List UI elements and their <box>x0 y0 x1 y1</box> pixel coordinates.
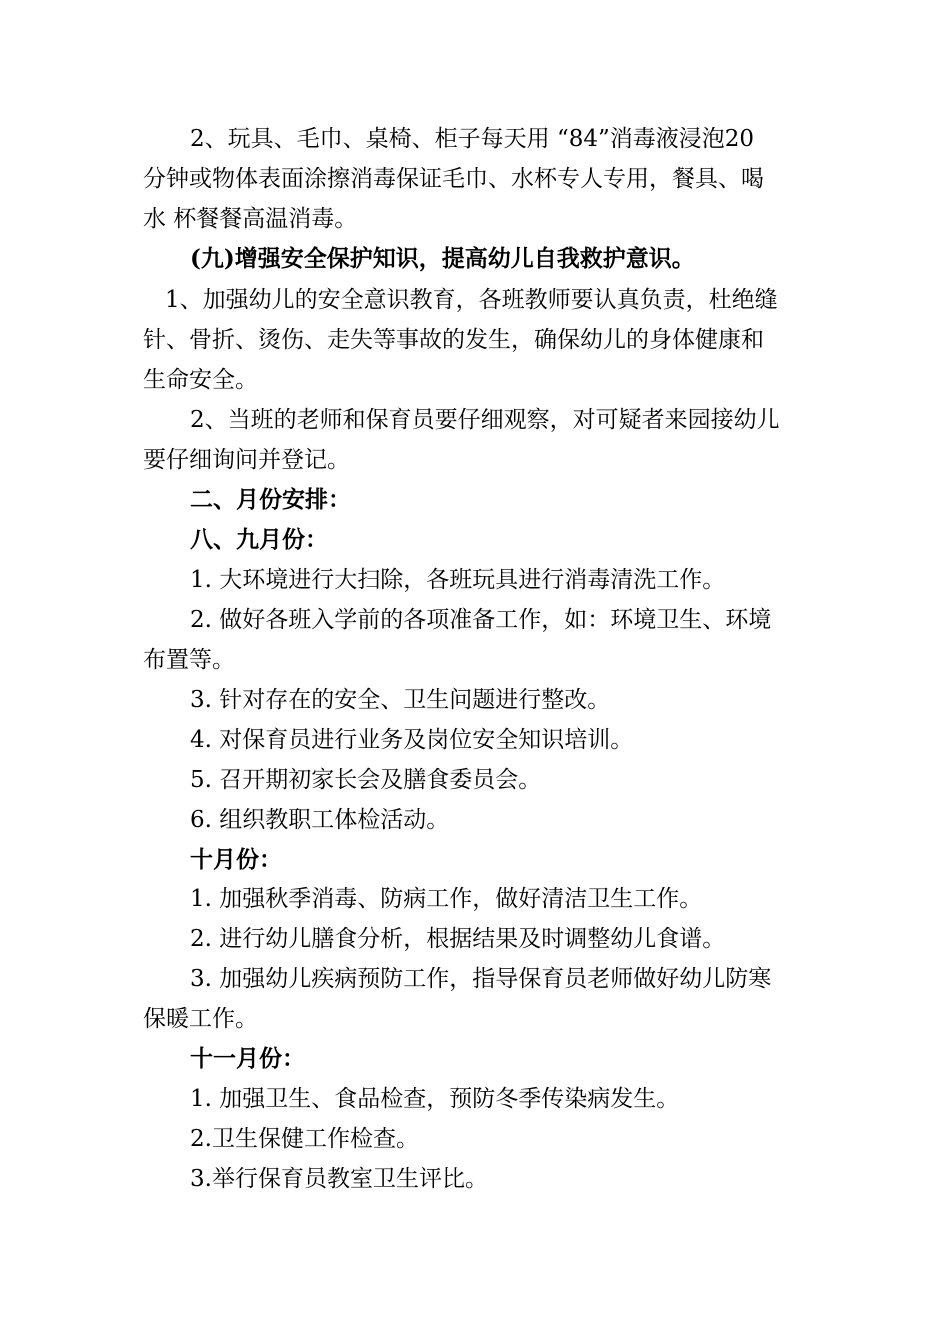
list-item: 1. 加强卫生、食品检查，预防冬季传染病发生。 <box>190 1086 680 1112</box>
paragraph-line: 针、骨折、烫伤、走失等事故的发生，确保幼儿的身体健康和 <box>143 327 764 353</box>
list-item: 3. 针对存在的安全、卫生问题进行整改。 <box>190 687 611 713</box>
paragraph-line: 1、加强幼儿的安全意识教育，各班教师要认真负责，杜绝缝 <box>165 287 778 313</box>
paragraph-line: 分钟或物体表面涂擦消毒保证毛巾、水杯专人专用，餐具、喝 <box>143 166 764 192</box>
list-item: 2. 做好各班入学前的各项准备工作，如：环境卫生、环境 <box>190 607 772 633</box>
month-heading: 八、九月份： <box>190 526 328 553</box>
paragraph-line: 2、玩具、毛巾、桌椅、柜子每天用 “84”消毒液浸泡20 <box>190 126 754 152</box>
month-heading: 十一月份： <box>190 1045 305 1072</box>
list-item-continuation: 保暖工作。 <box>143 1006 258 1032</box>
list-item: 3. 加强幼儿疾病预防工作，指导保育员老师做好幼儿防寒 <box>190 966 772 992</box>
list-item: 4. 对保育员进行业务及岗位安全知识培训。 <box>190 727 634 753</box>
list-item: 1. 大环境进行大扫除，各班玩具进行消毒清洗工作。 <box>190 567 726 593</box>
list-item: 1. 加强秋季消毒、防病工作，做好清洁卫生工作。 <box>190 886 703 912</box>
list-item: 5. 召开期初家长会及膳食委员会。 <box>190 767 542 793</box>
section-heading: 二、月份安排： <box>190 486 351 513</box>
month-heading: 十月份： <box>190 846 282 873</box>
list-item: 2.卫生保健工作检查。 <box>190 1126 419 1152</box>
paragraph-line: 水 杯餐餐高温消毒。 <box>143 206 358 232</box>
list-item: 2. 进行幼儿膳食分析，根据结果及时调整幼儿食谱。 <box>190 926 726 952</box>
section-heading: (九)增强安全保护知识，提高幼儿自我救护意识。 <box>190 245 695 272</box>
paragraph-line: 2、当班的老师和保育员要仔细观察，对可疑者来园接幼儿 <box>190 407 780 433</box>
list-item: 6. 组织教职工体检活动。 <box>190 807 450 833</box>
paragraph-line: 要仔细询问并登记。 <box>143 447 350 473</box>
list-item-continuation: 布置等。 <box>143 647 235 673</box>
paragraph-line: 生命安全。 <box>143 367 258 393</box>
list-item: 3.举行保育员教室卫生评比。 <box>190 1166 488 1192</box>
